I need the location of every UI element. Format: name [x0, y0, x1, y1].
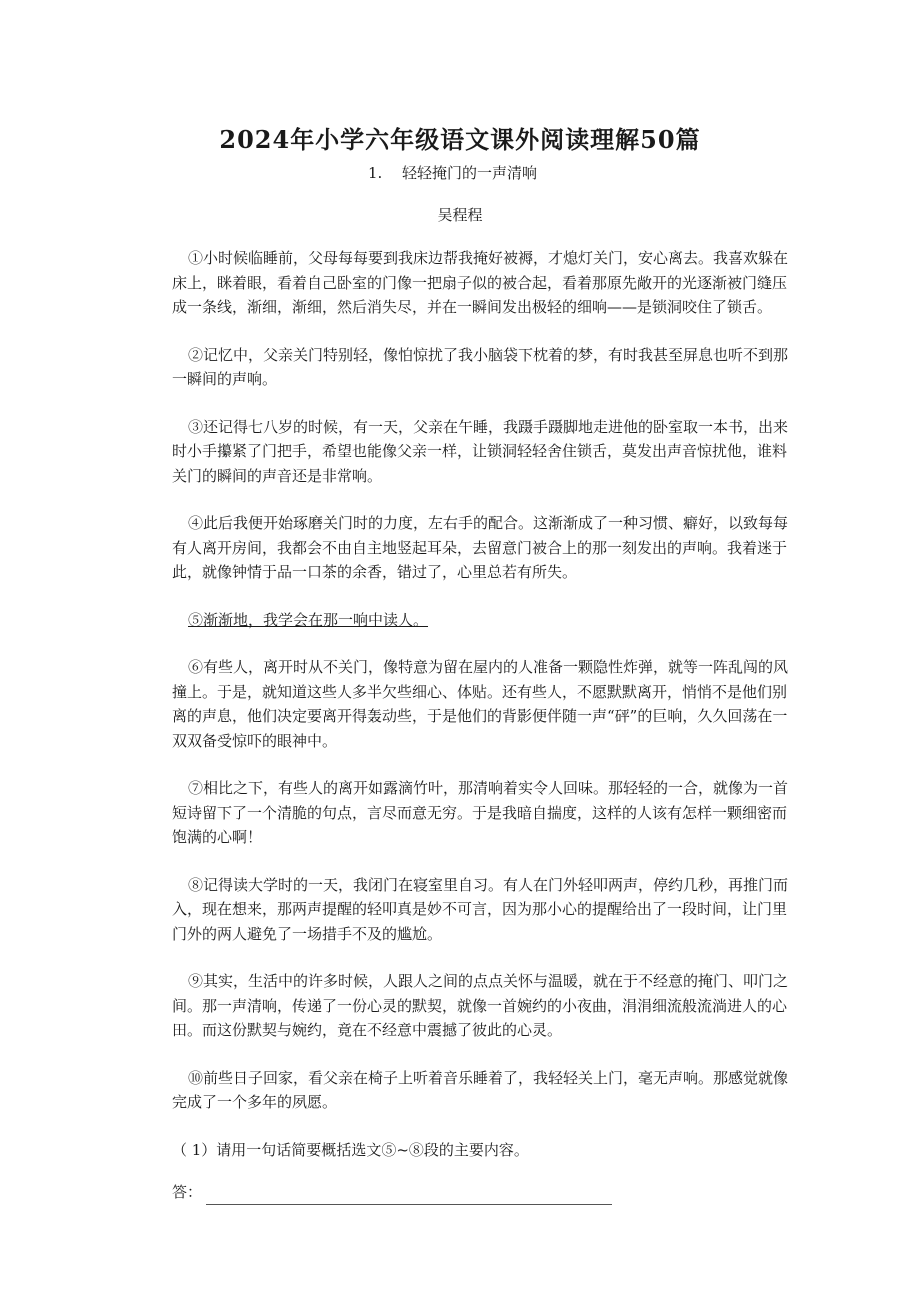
paragraph-2: ②记忆中，父亲关门特别轻，像怕惊扰了我小脑袋下枕着的梦，有时我甚至屏息也听不到那一瞬间的声响。 [172, 345, 789, 388]
article-number: 1. [368, 164, 383, 182]
article-heading: 轻轻掩门的一声清响 [402, 164, 538, 182]
paragraph-4: ④此后我便开始琢磨关门时的力度，左右手的配合。这渐渐成了一种习惯、癖好，以致每每有人离开房间，我都会不由自主地竖起耳朵，去留意门被合上的那一刻发出的声响。我着迷于此，就像钟情于品一口茶的余香，错过了，心里总若有所失。 [172, 514, 789, 581]
answer-row [172, 1180, 792, 1205]
paragraph-6: ⑥有些人，离开时从不关门，像特意为留在屋内的人准备一颗隐性炸弹，就等一阵乱闯的风撞上。于是，就知道这些人多半欠些细心、体贴。还有些人，不愿默默离开，悄悄不是他们别离的声息，他们决定要离开得轰动些，于是他们的背影便伴随一声“砰”的巨响，久久回荡在一双双备受惊吓的眼神中。 [172, 658, 789, 750]
paragraph-9: ⑨其实，生活中的许多时候，人跟人之间的点点关怀与温暖，就在于不经意的掩门、叩门之间。那一声清响，传递了一份心灵的默契，就像一首婉约的小夜曲，涓涓细流般流淌进人的心田。而这份默契与婉约，竟在不经意中震撼了彼此的心灵。 [172, 972, 789, 1039]
article-body [172, 246, 792, 1205]
paragraph-1: ①小时候临睡前，父母每每要到我床边帮我掩好被褥，才熄灯关门，安心离去。我喜欢躲在床上，眯着眼，看着自己卧室的门像一把扇子似的被合起，看着那原先敞开的光逐渐被门缝压成一条线，渐细，渐细，然后消失尽，并在一瞬间发出极轻的细响——是锁洞咬住了锁舌。 [172, 249, 789, 316]
question-1: （ 1）请用一句话简要概括选文⑤~⑧段的主要内容。 [172, 1140, 529, 1159]
answer-label: 答： [172, 1183, 203, 1201]
article-heading-line [368, 162, 537, 183]
paragraph-8: ⑧记得读大学时的一天，我闭门在寝室里自习。有人在门外轻叩两声，停约几秒，再推门而入，现在想来，那两声提醒的轻叩真是妙不可言，因为那小心的提醒给出了一段时间，让门里门外的两人避免了一场措手不及的尴尬。 [172, 875, 789, 943]
paragraph-7: ⑦相比之下，有些人的离开如露滴竹叶，那清响着实令人回味。那轻轻的一合，就像为一首短诗留下了一个清脆的句点，言尽而意无穷。于是我暗自揣度，这样的人该有怎样一颗细密而饱满的心啊！ [172, 779, 789, 846]
paragraph-5-underlined: ⑤渐渐地，我学会在那一响中读人。 [188, 610, 429, 629]
paragraph-10: ⑩前些日子回家，看父亲在椅子上听着音乐睡着了，我轻轻关上门，毫无声响。那感觉就像完成了一个多年的夙愿。 [172, 1068, 789, 1111]
document-title: 2024年小学六年级语文课外阅读理解50篇 [219, 125, 701, 154]
paragraph-5 [172, 608, 792, 633]
paragraph-3: ③还记得七八岁的时候，有一天，父亲在午睡，我蹑手蹑脚地走进他的卧室取一本书，出来时小手攥紧了门把手，希望也能像父亲一样，让锁洞轻轻舍住锁舌，莫发出声音惊扰他，谁料关门的瞬间的声音还是非常响。 [172, 417, 789, 485]
article-author: 吴程程 [437, 206, 483, 224]
answer-line[interactable] [206, 1190, 612, 1205]
